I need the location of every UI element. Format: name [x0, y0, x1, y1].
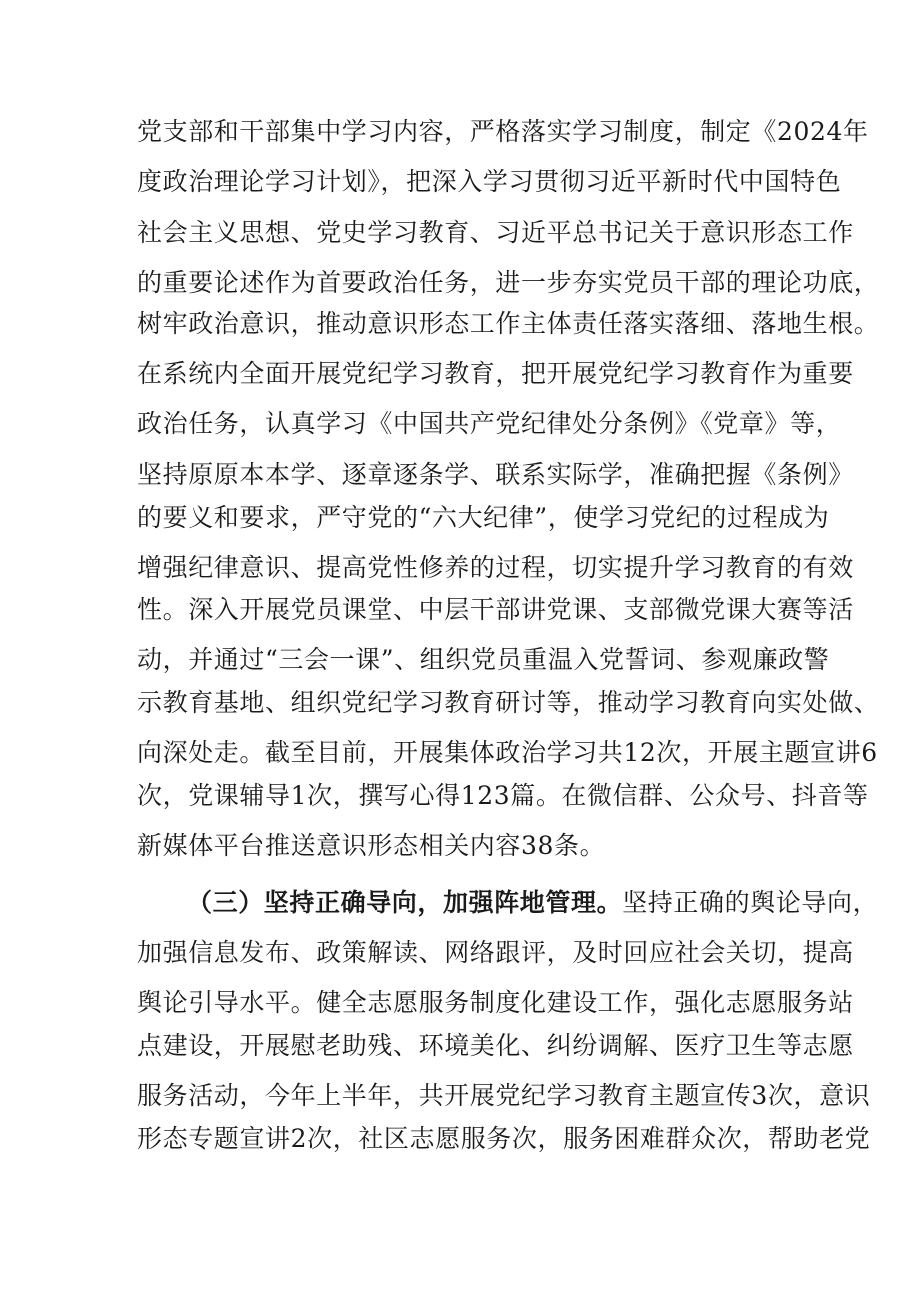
body-text-line: 次，党课辅导1次，撰写心得123篇。在微信群、公众号、抖音等: [137, 781, 869, 810]
body-text-line: 坚持原原本本学、逐章逐条学、联系实际学，准确把握《条例》: [137, 460, 854, 489]
body-text-line: 向深处走。截至目前，开展集体政治学习共12次，开展主题宣讲6: [137, 738, 878, 767]
body-text-line: 增强纪律意识、提高党性修养的过程，切实提升学习教育的有效: [137, 553, 854, 582]
body-text-line: 在系统内全面开展党纪学习教育，把开展党纪学习教育作为重要: [137, 359, 854, 388]
body-text-line: 形态专题宣讲2次，社区志愿服务次，服务困难群众次，帮助老党: [137, 1124, 871, 1153]
section-heading: （三）坚持正确导向，加强阵地管理。: [187, 888, 623, 917]
body-text-line: 政治任务，认真学习《中国共产党纪律处分条例》《党章》等，: [137, 409, 842, 438]
body-text-line: 党支部和干部集中学习内容，严格落实学习制度，制定《2024年: [137, 117, 869, 146]
body-text-span: 坚持正确的舆论导向，: [622, 888, 879, 917]
body-text-line: 度政治理论学习计划》，把深入学习贯彻习近平新时代中国特色: [137, 167, 842, 196]
body-text-line: 树牢政治意识，推动意识形态工作主体责任落实落细、落地生根。: [137, 309, 880, 338]
body-text-line: 舆论引导水平。健全志愿服务制度化建设工作，强化志愿服务站: [137, 988, 854, 1017]
body-text-line: 服务活动，今年上半年，共开展党纪学习教育主题宣传3次，意识: [137, 1081, 871, 1110]
body-text-line: 的要义和要求，严守党的“六大纪律”，使学习党纪的过程成为: [137, 503, 830, 532]
body-text-line: 动，并通过“三会一课”、组织党员重温入党誓词、参观廉政警: [137, 645, 830, 674]
body-text-line: 示教育基地、组织党纪学习教育研讨等，推动学习教育向实处做、: [137, 688, 880, 717]
body-text-line: 加强信息发布、政策解读、网络跟评，及时回应社会关切，提高: [137, 938, 854, 967]
body-text-line: 社会主义思想、党史学习教育、习近平总书记关于意识形态工作: [137, 218, 854, 247]
body-text-line: 的重要论述作为首要政治任务，进一步夯实党员干部的理论功底，: [137, 268, 880, 297]
body-text-line: 点建设，开展慰老助残、环境美化、纠纷调解、医疗卫生等志愿: [137, 1031, 854, 1060]
body-text-line: 性。深入开展党员课堂、中层干部讲党课、支部微党课大赛等活: [137, 595, 854, 624]
section-heading-line: [187, 883, 878, 923]
body-text-line: 新媒体平台推送意识形态相关内容38条。: [137, 831, 606, 860]
